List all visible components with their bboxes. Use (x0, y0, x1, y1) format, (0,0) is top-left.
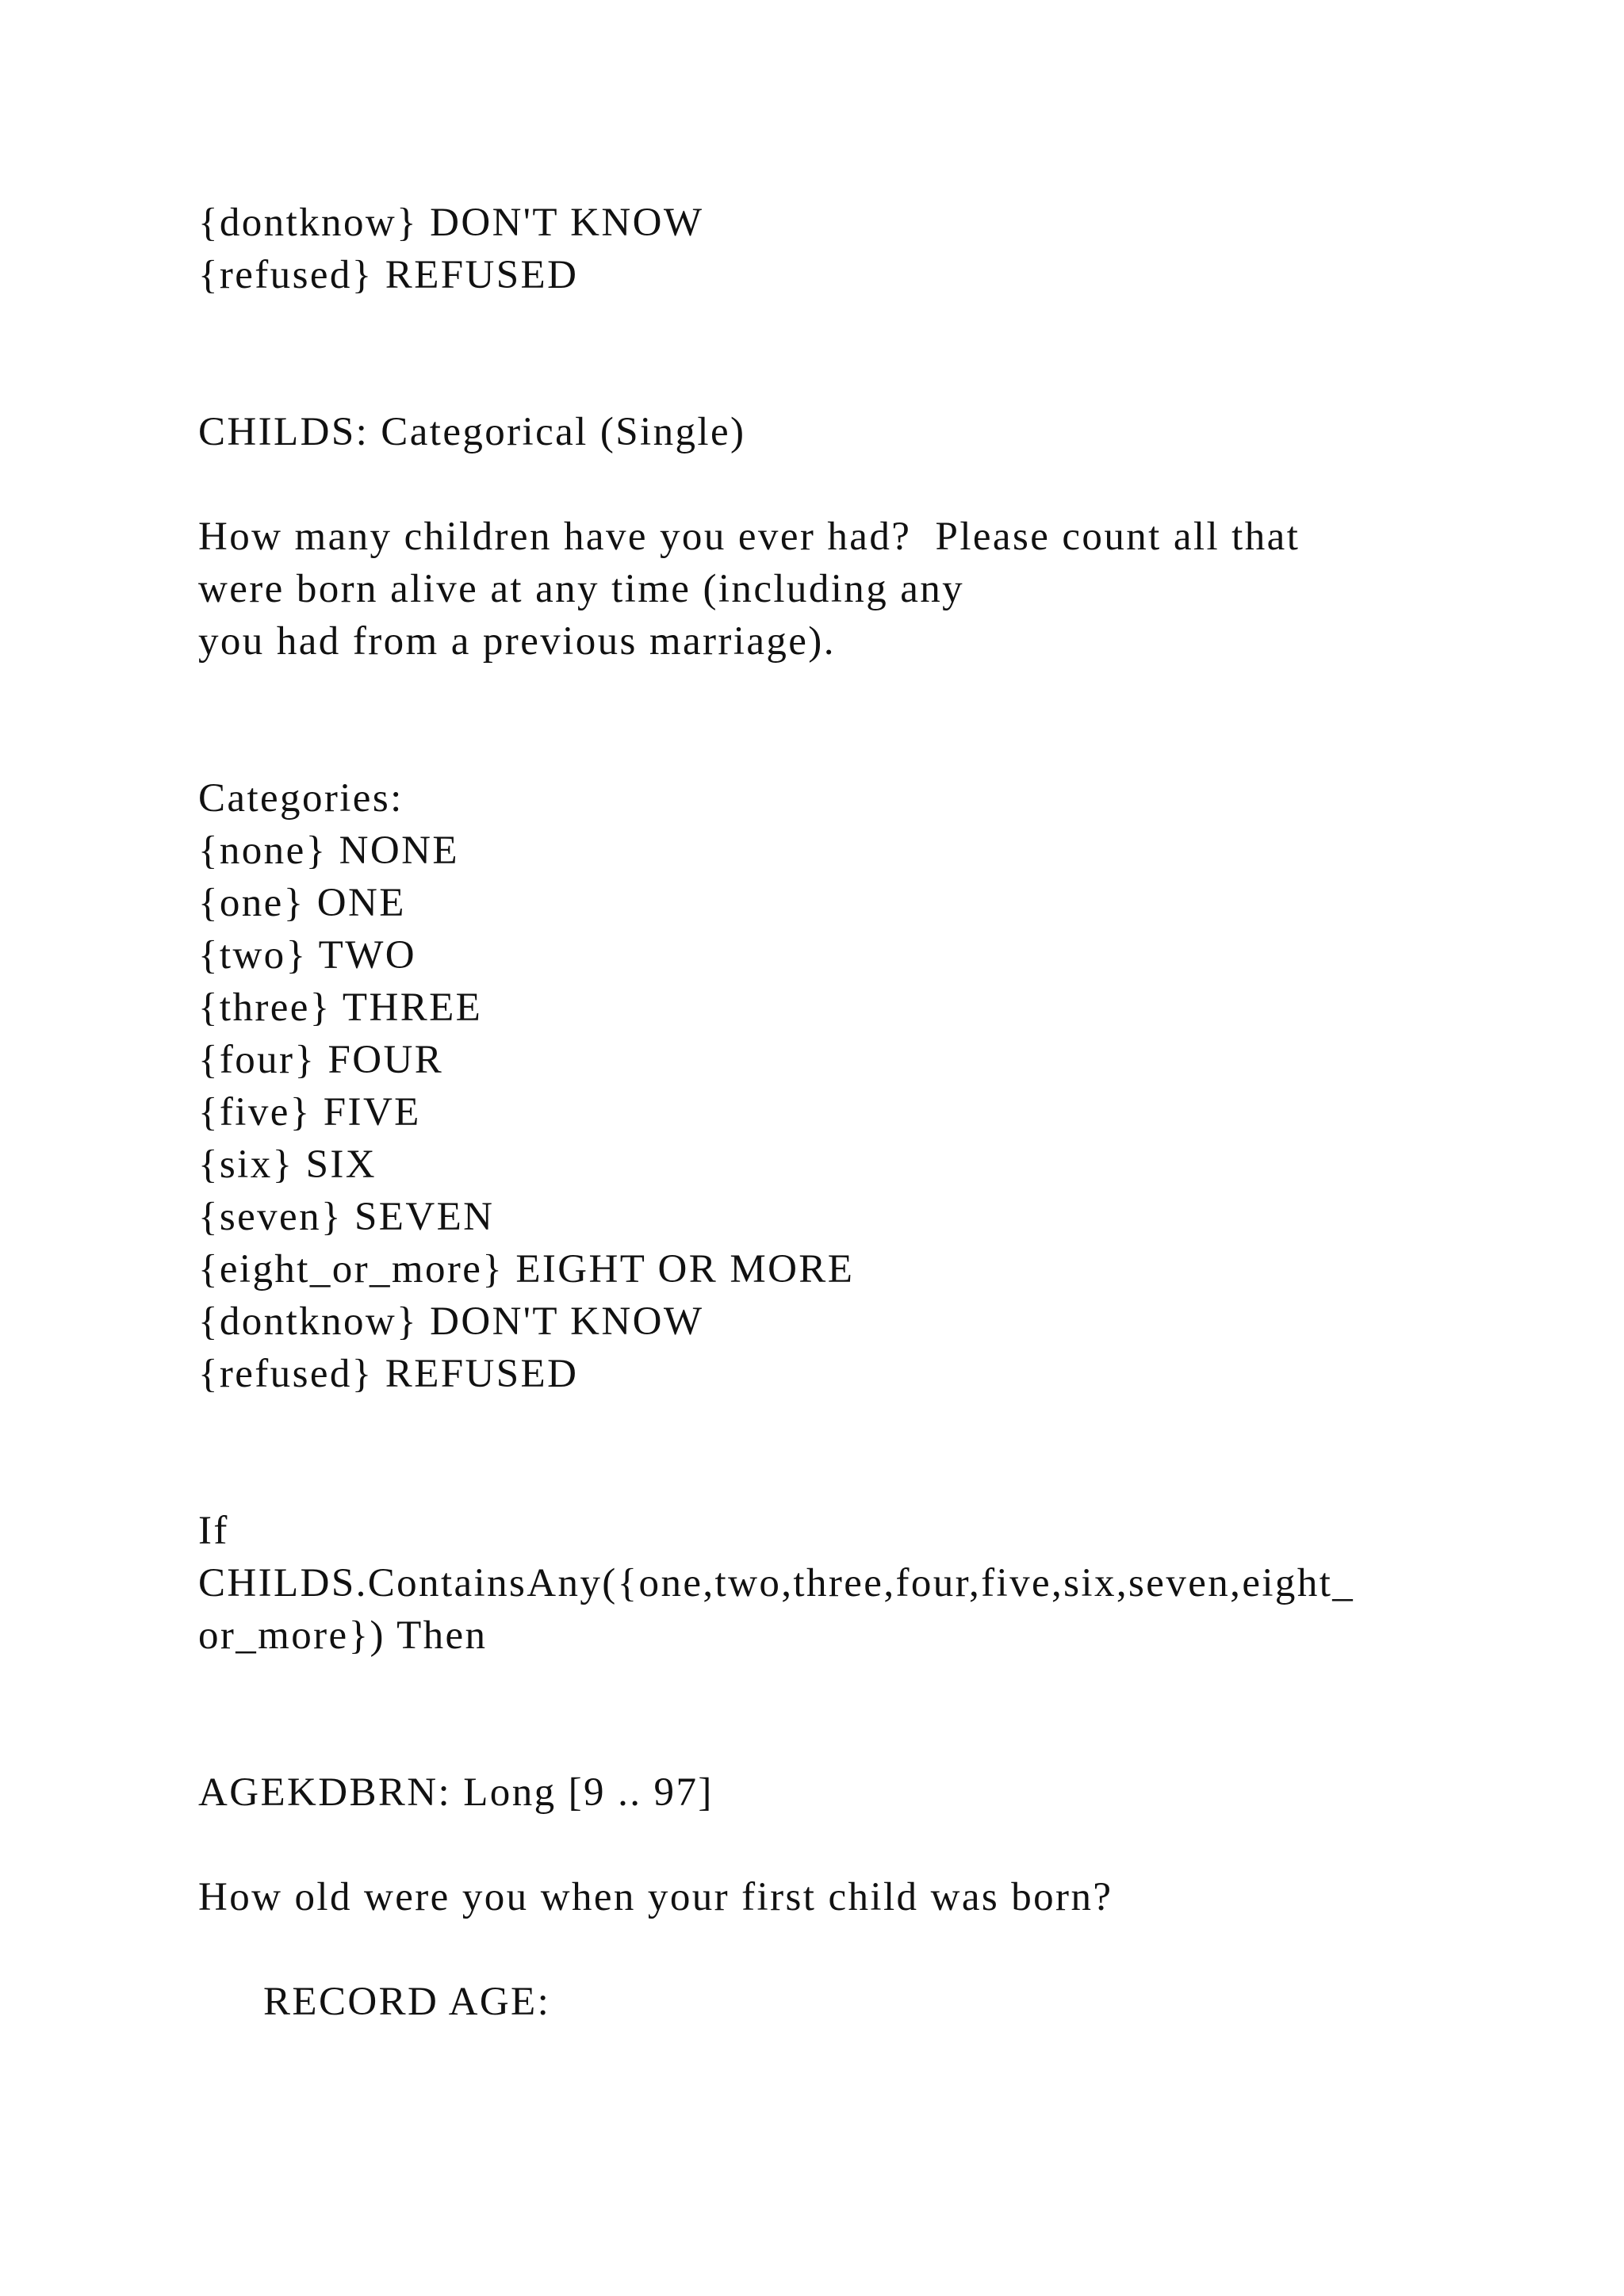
childs-question-line-1: How many children have you ever had? Please count all that (198, 515, 1300, 559)
category-item: {dontknow} DON'T KNOW (198, 1299, 704, 1344)
category-item: {five} FIVE (198, 1090, 421, 1135)
agekdbrn-question: How old were you when your first child was born? (198, 1875, 1113, 1919)
childs-heading: CHILDS: Categorical (Single) (198, 410, 746, 454)
category-item: {refused} REFUSED (198, 1352, 579, 1396)
category-item: {four} FOUR (198, 1038, 444, 1082)
condition-if-keyword: If (198, 1509, 229, 1553)
category-item: {two} TWO (198, 933, 417, 978)
category-item: {seven} SEVEN (198, 1195, 495, 1239)
record-age-label: RECORD AGE: (263, 1980, 551, 2024)
dontknow-option-line: {dontknow} DON'T KNOW (198, 201, 704, 245)
childs-question-line-2: were born alive at any time (including any (198, 567, 965, 611)
refused-option-line: {refused} REFUSED (198, 253, 579, 297)
childs-question-line-3: you had from a previous marriage). (198, 619, 836, 664)
category-item: {six} SIX (198, 1142, 377, 1187)
categories-label: Categories: (198, 776, 404, 821)
category-item: {one} ONE (198, 881, 406, 925)
agekdbrn-heading: AGEKDBRN: Long [9 .. 97] (198, 1770, 714, 1815)
category-item: {eight_or_more} EIGHT OR MORE (198, 1247, 855, 1292)
category-item: {none} NONE (198, 828, 459, 873)
condition-expression-line-1: CHILDS.ContainsAny({one,two,three,four,five,six,seven,eight_ (198, 1561, 1355, 1605)
condition-expression-line-2: or_more}) Then (198, 1613, 488, 1658)
category-item: {three} THREE (198, 985, 483, 1030)
